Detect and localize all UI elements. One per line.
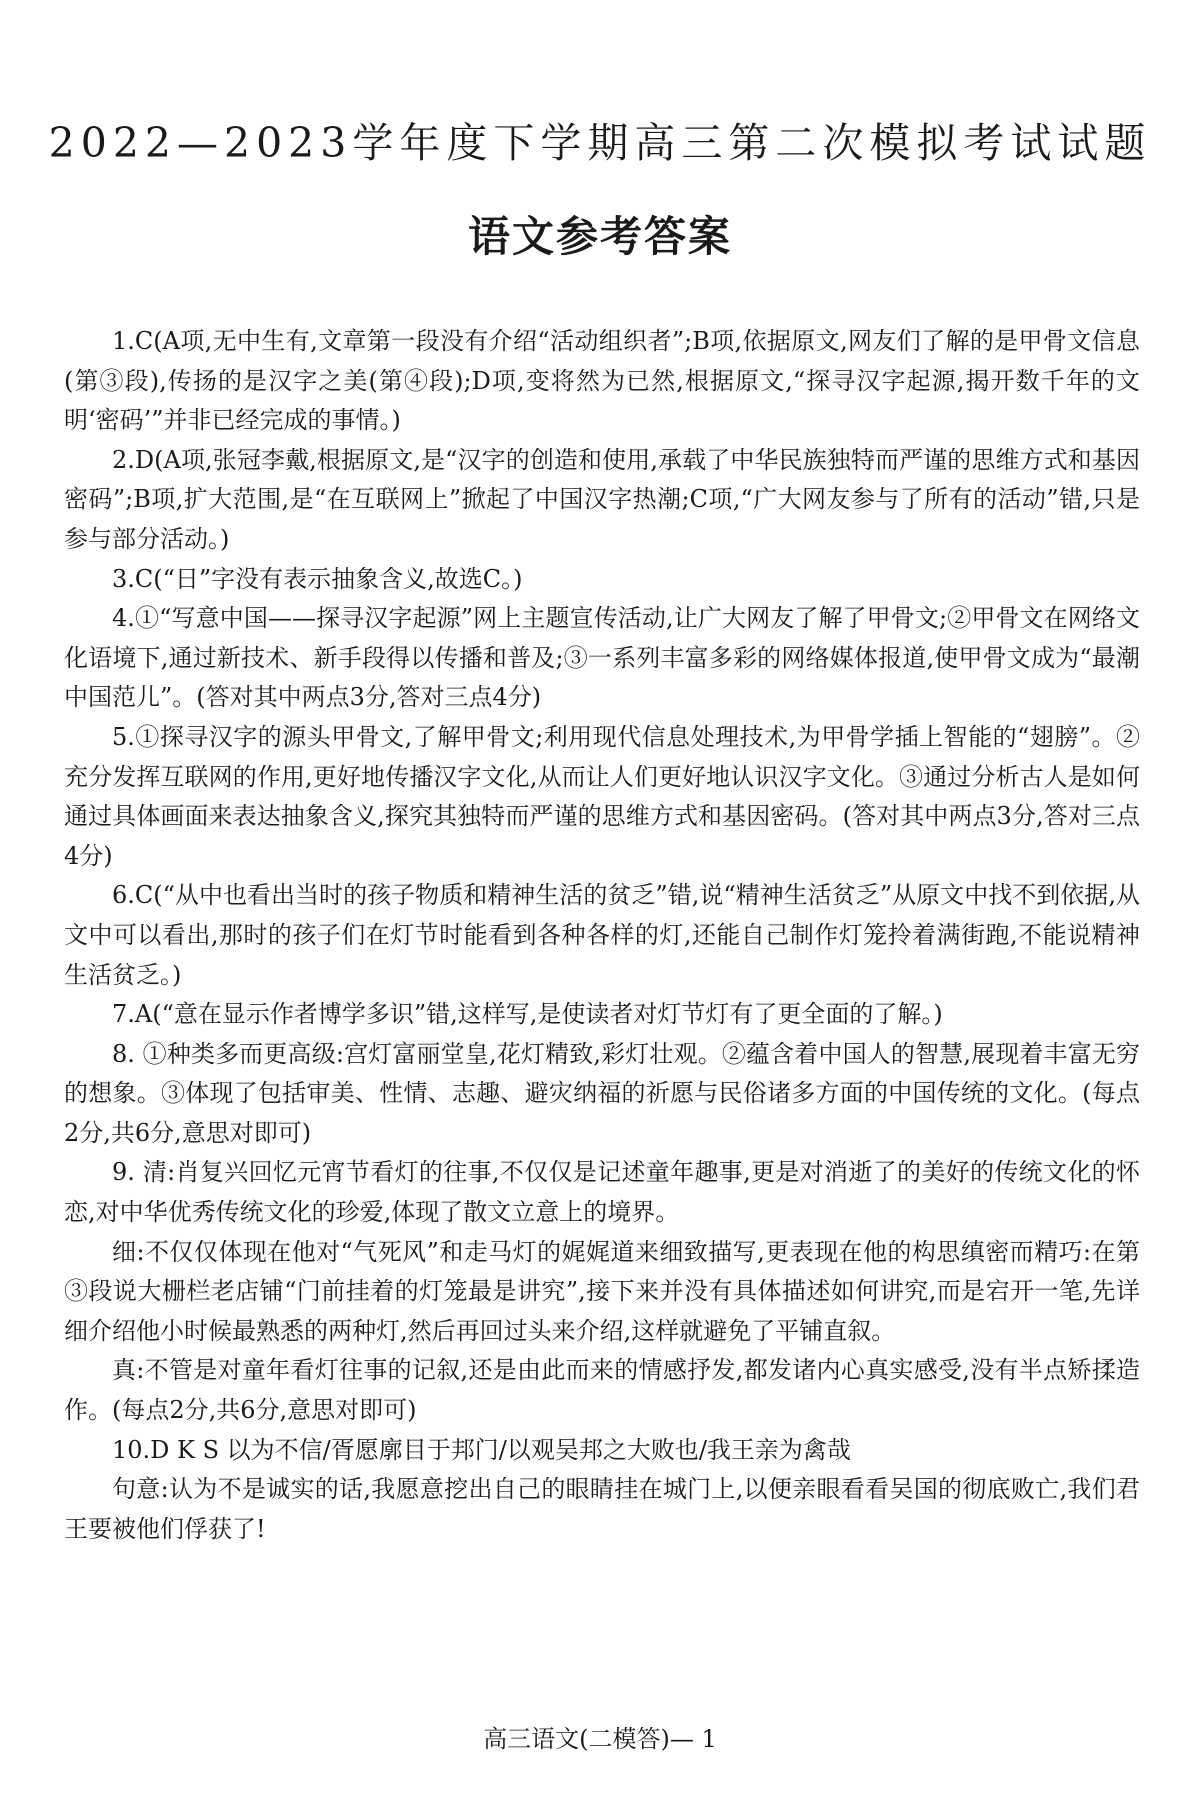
answer-8: 8. ①种类多而更高级:宫灯富丽堂皇,花灯精致,彩灯壮观。②蕴含着中国人的智慧,展现着丰富无穷的想象。③体现了包括审美、性情、志趣、避灾纳福的祈愿与民俗诸多方面的中国传统的文化。(每点2分,共6分,意思对即可): [64, 1039, 1140, 1147]
answer-7: 7.A(“意在显示作者博学多识”错,这样写,是使读者对灯节灯有了更全面的了解。): [112, 1000, 943, 1029]
answer-5: 5.①探寻汉字的源头甲骨文,了解甲骨文;利用现代信息处理技术,为甲骨学插上智能的“翅膀”。②充分发挥互联网的作用,更好地传播汉字文化,从而让人们更好地认识汉字文化。③通过分析古人是如何通过具体画面来表达抽象含义,探究其独特而严谨的思维方式和基因密码。(答对其中两点3分,答对三点4分): [64, 722, 1140, 870]
answer-3: 3.C(“日”字没有表示抽象含义,故选C。): [112, 564, 523, 593]
document-subtitle: 语文参考答案: [467, 212, 732, 261]
answer-9-zhen: 真:不管是对童年看灯往事的记叙,还是由此而来的情感抒发,都发诸内心真实感受,没有半点矫揉造作。(每点2分,共6分,意思对即可): [64, 1356, 1140, 1425]
answer-body: [64, 322, 1140, 1549]
page-footer: 高三语文(二模答)— 1: [483, 1725, 717, 1753]
answer-9-qing: 9. 清:肖复兴回忆元宵节看灯的往事,不仅仅是记述童年趣事,更是对消逝了的美好的传统文化的怀恋,对中华优秀传统文化的珍爱,体现了散文立意上的境界。: [64, 1158, 1140, 1227]
exam-title: 2022—2023学年度下学期高三第二次模拟考试试题: [48, 119, 1152, 167]
answer-2: 2.D(A项,张冠李戴,根据原文,是“汉字的创造和使用,承载了中华民族独特而严谨的思维方式和基因密码”;B项,扩大范围,是“在互联网上”掀起了中国汉字热潮;C项,“广大网友参与了所有的活动”错,只是参与部分活动。): [64, 445, 1140, 553]
answer-10: 10.D K S 以为不信/胥愿廓目于邦门/以观吴邦之大败也/我王亲为禽哉: [112, 1435, 851, 1464]
answer-4: 4.①“写意中国——探寻汉字起源”网上主题宣传活动,让广大网友了解了甲骨文;②甲骨文在网络文化语境下,通过新技术、新手段得以传播和普及;③一系列丰富多彩的网络媒体报道,使甲骨文成为“最潮中国范儿”。(答对其中两点3分,答对三点4分): [64, 604, 1140, 712]
answer-1: 1.C(A项,无中生有,文章第一段没有介绍“活动组织者”;B项,依据原文,网友们了解的是甲骨文信息(第③段),传扬的是汉字之美(第④段);D项,变将然为已然,根据原文,“探寻汉字起源,揭开数千年的文明‘密码’”并非已经完成的事情。): [64, 327, 1140, 435]
answer-10-translation: 句意:认为不是诚实的话,我愿意挖出自己的眼睛挂在城门上,以便亲眼看看吴国的彻底败亡,我们君王要被他们俘获了!: [64, 1475, 1140, 1543]
answer-6: 6.C(“从中也看出当时的孩子物质和精神生活的贫乏”错,说“精神生活贫乏”从原文中找不到依据,从文中可以看出,那时的孩子们在灯节时能看到各种各样的灯,还能自己制作灯笼拎着满街跑,不能说精神生活贫乏。): [64, 881, 1140, 989]
answer-9-xi: 细:不仅仅体现在他对“气死风”和走马灯的娓娓道来细致描写,更表现在他的构思缜密而精巧:在第③段说大栅栏老店铺“门前挂着的灯笼最是讲究”,接下来并没有具体描述如何讲究,而是宕开一笔,先详细介绍他小时候最熟悉的两种灯,然后再回过头来介绍,这样就避免了平铺直叙。: [64, 1237, 1140, 1345]
